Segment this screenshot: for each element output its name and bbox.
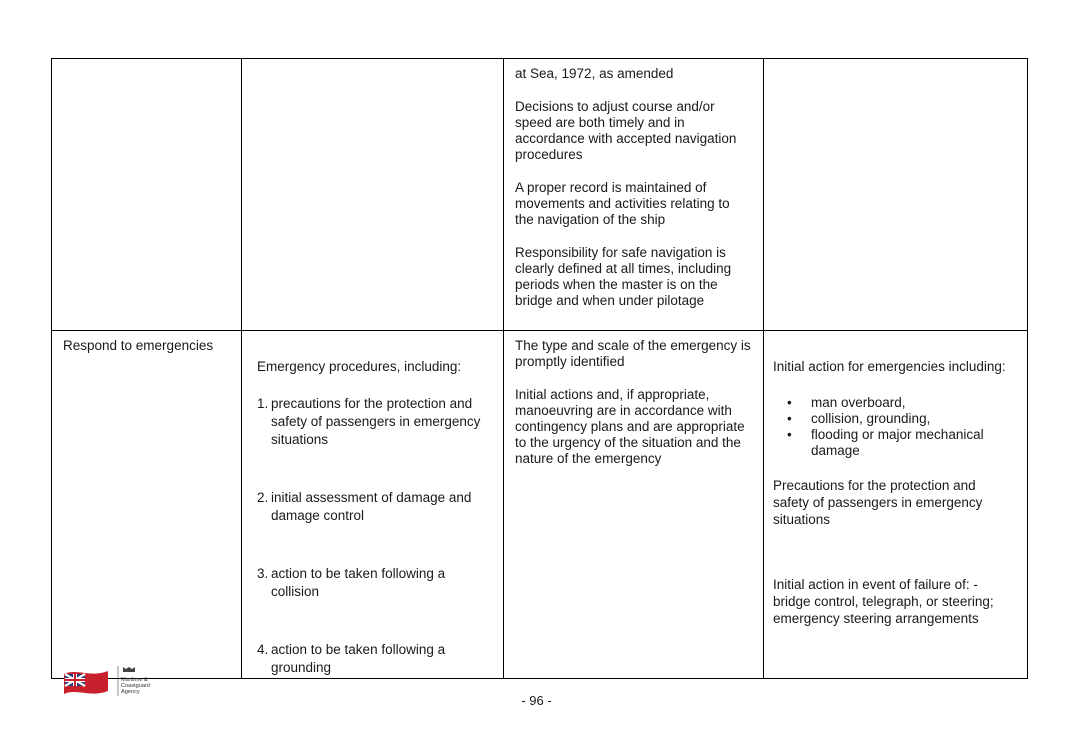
competence-cell [52, 331, 242, 679]
logo-text-line: Coastguard [121, 683, 150, 689]
list-item: 2. initial assessment of damage and damage control [257, 490, 472, 523]
list-item: 3. action to be taken following a collision [257, 566, 446, 599]
criteria-paragraph: A proper record is maintained of movements and activities relating to the navigation of the ship [515, 180, 730, 227]
emergency-bullets [773, 395, 1014, 459]
competence-table [51, 58, 1028, 679]
notes-lead: Initial action for emergencies including: [773, 359, 1006, 374]
criteria-paragraph: Decisions to adjust course and/or speed are both timely and in accordance with accepted navigation procedures [515, 99, 737, 162]
criteria-paragraph: Responsibility for safe navigation is clearly defined at all times, including periods when the master is on the bridge and when under pilotage [515, 245, 732, 308]
competence-title: Respond to emergencies [63, 338, 214, 353]
table-row [52, 59, 1028, 331]
logo-text-line: Agency [121, 689, 140, 695]
criteria-paragraph: Initial actions and, if appropriate, manoeuvring are in accordance with contingency plans and are appropriate to the urgency of the situation and the nature of the emergency [515, 387, 745, 466]
knowledge-cell [242, 331, 504, 679]
knowledge-lead: Emergency procedures, including: [257, 359, 462, 374]
criteria-paragraph: The type and scale of the emergency is promptly identified [515, 338, 751, 369]
criteria-paragraph: at Sea, 1972, as amended [515, 66, 674, 81]
list-item: • collision, grounding, [773, 411, 1014, 427]
list-item: • man overboard, [773, 395, 1014, 411]
page-number: - 96 - [521, 693, 552, 708]
list-item: 1. precautions for the protection and safety of passengers in emergency situations [257, 396, 481, 447]
list-item: • flooding or major mechanical damage [773, 427, 1014, 459]
knowledge-list [257, 395, 490, 677]
knowledge-cell [242, 59, 504, 331]
criteria-cell [504, 331, 764, 679]
list-item: 4. action to be taken following a grounding [257, 642, 446, 675]
notes-failure: Initial action in event of failure of: - bridge control, telegraph, or steering; emergency steering arrangements [773, 577, 994, 626]
table-row [52, 331, 1028, 679]
notes-cell [764, 59, 1028, 331]
competence-cell [52, 59, 242, 331]
notes-precautions: Precautions for the protection and safety of passengers in emergency situations [773, 478, 983, 527]
notes-cell [764, 331, 1028, 679]
criteria-cell [504, 59, 764, 331]
logo-text-line: Maritime & [121, 677, 148, 683]
